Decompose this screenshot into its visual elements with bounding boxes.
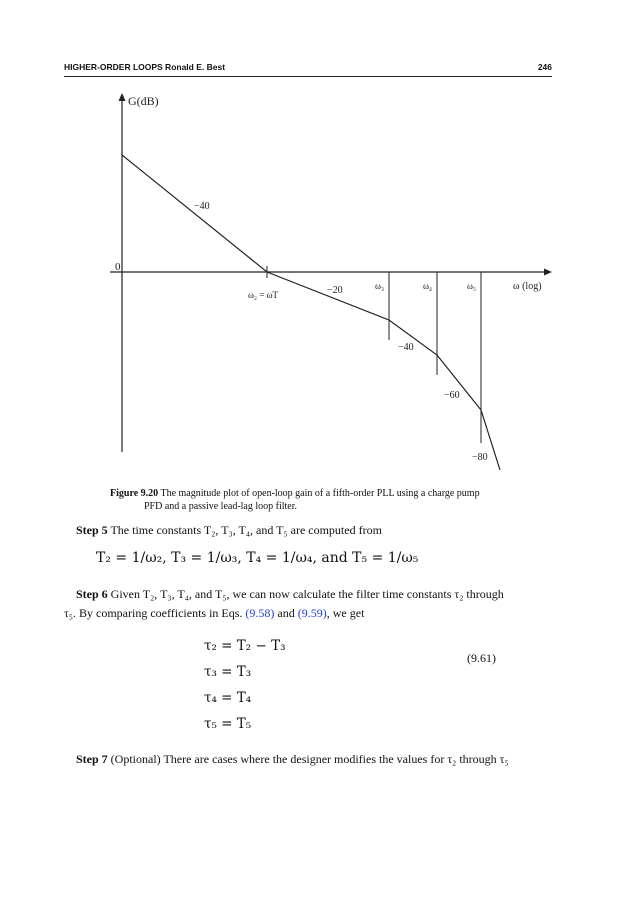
step5-paragraph [76,521,551,540]
figure-caption [110,487,555,513]
slope-label: −60 [444,390,460,401]
caption-label: Figure 9.20 [110,488,159,499]
slope-label: −40 [194,201,210,212]
w5-label: ω₅ [467,281,477,291]
step7-label: Step 7 [76,752,108,766]
step6-and: and [277,606,295,620]
caption-text: The magnitude plot of open-loop gain of a fifth-order PLL using a charge pump [160,488,480,499]
eq-reference-958[interactable]: (9.58) [245,606,275,620]
running-title: HIGHER-ORDER LOOPS Ronald E. Best [64,62,226,72]
step6-text: Given T₂, T₃, T₄, and T₅, we can now calculate the filter time constants τ₂ through [110,587,504,601]
step6-paragraph [64,585,551,623]
y-axis-arrow [119,93,126,101]
equation-time-constants: T₂ = 1/ω₂, T₃ = 1/ω₃, T₄ = 1/ω₄, and T₅ = 1/ω₅ [96,550,419,566]
eq-reference-959[interactable]: (9.59) [297,606,327,620]
step5-text: The time constants T₂, T₃, T₄, and T₅ are computed from [110,523,382,537]
w2-label: ω₂ = ωT [248,290,279,300]
y-axis-label: G(dB) [128,94,159,108]
step6-label: Step 6 [76,587,108,601]
equation-tau4: τ₄ = T₄ [204,690,252,706]
slope-label: −80 [472,452,488,463]
origin-label: 0 [115,261,121,273]
step7-paragraph [76,750,551,769]
step6-text-b: τ₅. By comparing coefficients in Eqs. [64,606,243,620]
step7-text: (Optional) There are cases where the designer modifies the values for τ₂ through τ₅ [110,752,509,766]
w3-label: ω₃ [375,281,385,291]
slope-label: −40 [398,342,414,353]
equation-tau2: τ₂ = T₂ − T₃ [204,638,286,654]
step6-text-c: , we get [326,606,365,620]
w4-label: ω₄ [423,281,433,291]
step5-label: Step 5 [76,523,108,537]
x-axis-arrow [544,269,552,276]
equation-tau3: τ₃ = T₃ [204,664,252,680]
page-number: 246 [537,62,552,72]
slope-label: −20 [327,285,343,296]
x-axis-label: ω (log) [513,281,542,292]
caption-text-continued: PFD and a passive lead-lag loop filter. [144,501,298,512]
equation-number: (9.61) [467,651,496,665]
equation-tau5: τ₅ = T₅ [204,716,252,732]
magnitude-curve [122,155,500,470]
